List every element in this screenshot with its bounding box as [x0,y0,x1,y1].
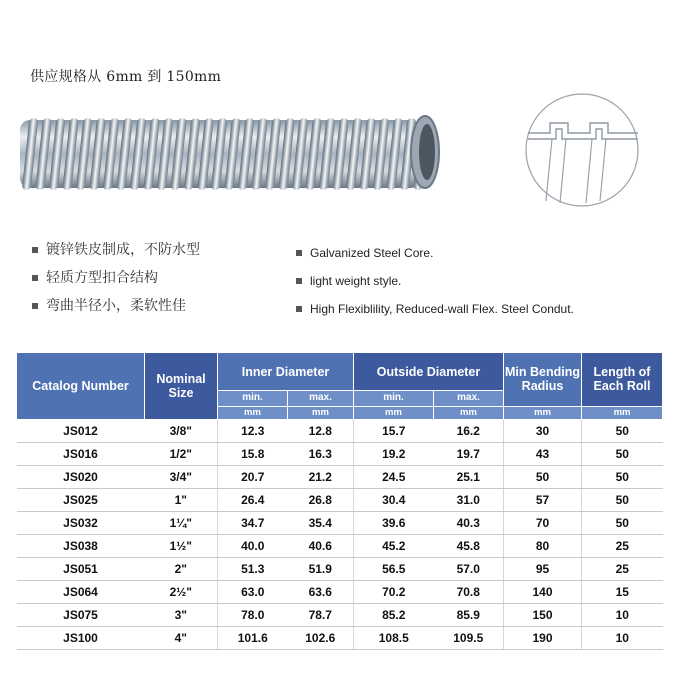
table-cell: 50 [582,512,663,535]
table-cell: 57.0 [434,558,504,581]
table-cell: 4" [145,627,218,650]
table-cell: 25 [582,535,663,558]
header-inner-max: max. [288,391,354,406]
table-cell: 25.1 [434,466,504,489]
features-english-list [296,239,574,323]
unit-label: mm [504,406,582,419]
table-cell: 12.3 [218,420,288,443]
table-cell: 51.3 [218,558,288,581]
list-item: High Flexiblility, Reduced-wall Flex. Steel Condut. [296,295,574,323]
table-cell: JS016 [17,443,145,466]
table-cell: 21.2 [288,466,354,489]
table-cell: 1/2" [145,443,218,466]
specification-table [16,352,663,650]
table-cell: 101.6 [218,627,288,650]
features-chinese-list [32,236,200,320]
table-cell: 15 [582,581,663,604]
table-cell: JS020 [17,466,145,489]
bullet-icon [32,303,38,309]
table-cell: 40.0 [218,535,288,558]
table-cell: 50 [582,443,663,466]
table-cell: 10 [582,604,663,627]
table-cell: 34.7 [218,512,288,535]
bullet-icon [296,250,302,256]
table-cell: 80 [504,535,582,558]
table-cell: 3" [145,604,218,627]
bullet-icon [32,275,38,281]
table-cell: 85.9 [434,604,504,627]
header-outside-max: max. [434,391,504,406]
bullet-icon [296,306,302,312]
list-item: light weight style. [296,267,574,295]
table-cell: 25 [582,558,663,581]
table-cell: 50 [582,466,663,489]
table-cell: 12.8 [288,420,354,443]
header-min-bending-radius: Min Bending Radius [504,353,582,407]
header-inner-diameter: Inner Diameter [218,353,354,391]
table-cell: 1½" [145,535,218,558]
table-cell: 3/8" [145,420,218,443]
table-cell: 1" [145,489,218,512]
list-item: 弯曲半径小，柔软性佳 [32,292,200,320]
header-outside-min: min. [354,391,434,406]
table-cell: 1¼" [145,512,218,535]
table-row [17,466,663,489]
table-cell: 16.3 [288,443,354,466]
table-cell: 190 [504,627,582,650]
table-cell: 95 [504,558,582,581]
table-row [17,581,663,604]
specification-table-body [17,420,663,650]
table-cell: 30.4 [354,489,434,512]
table-cell: 40.6 [288,535,354,558]
table-cell: 26.8 [288,489,354,512]
table-row [17,443,663,466]
table-row [17,535,663,558]
bullet-icon [32,247,38,253]
table-cell: 2½" [145,581,218,604]
table-cell: 78.0 [218,604,288,627]
table-cell: 50 [582,420,663,443]
table-cell: 70.2 [354,581,434,604]
table-cell: 50 [582,489,663,512]
list-item: 轻质方型扣合结构 [32,264,200,292]
table-cell: 50 [504,466,582,489]
table-cell: 35.4 [288,512,354,535]
header-inner-min: min. [218,391,288,406]
table-cell: 102.6 [288,627,354,650]
list-item: Galvanized Steel Core. [296,239,574,267]
table-row [17,627,663,650]
profile-cross-section-diagram [520,93,645,208]
table-cell: 85.2 [354,604,434,627]
unit-label: mm [582,406,663,419]
header-nominal-size: Nominal Size [145,353,218,420]
table-cell: 43 [504,443,582,466]
table-cell: 70.8 [434,581,504,604]
table-cell: 108.5 [354,627,434,650]
unit-label: mm [288,406,354,419]
table-cell: 57 [504,489,582,512]
supply-range-title: 供应规格从 6mm 到 150mm [30,69,222,85]
bullet-icon [296,278,302,284]
table-cell: JS100 [17,627,145,650]
table-row [17,489,663,512]
table-cell: 63.6 [288,581,354,604]
table-cell: 40.3 [434,512,504,535]
table-cell: 26.4 [218,489,288,512]
table-cell: JS051 [17,558,145,581]
list-item: 镀锌铁皮制成，不防水型 [32,236,200,264]
header-outside-diameter: Outside Diameter [354,353,504,391]
table-cell: JS038 [17,535,145,558]
table-cell: 63.0 [218,581,288,604]
table-cell: 109.5 [434,627,504,650]
table-cell: 56.5 [354,558,434,581]
header-length-each-roll: Length of Each Roll [582,353,663,407]
table-cell: 20.7 [218,466,288,489]
table-cell: JS025 [17,489,145,512]
table-cell: 2" [145,558,218,581]
table-cell: JS012 [17,420,145,443]
table-cell: 15.8 [218,443,288,466]
table-cell: 45.2 [354,535,434,558]
unit-label: mm [218,406,288,419]
table-cell: 51.9 [288,558,354,581]
table-cell: 19.2 [354,443,434,466]
steel-hose-image [20,112,440,194]
table-cell: 140 [504,581,582,604]
table-cell: JS032 [17,512,145,535]
table-cell: 10 [582,627,663,650]
table-cell: 39.6 [354,512,434,535]
table-cell: 16.2 [434,420,504,443]
table-cell: 3/4" [145,466,218,489]
table-cell: 31.0 [434,489,504,512]
table-cell: 70 [504,512,582,535]
unit-label: mm [354,406,434,419]
table-cell: 24.5 [354,466,434,489]
unit-label: mm [434,406,504,419]
table-row [17,604,663,627]
table-row [17,420,663,443]
table-row [17,558,663,581]
table-cell: 78.7 [288,604,354,627]
table-cell: 30 [504,420,582,443]
table-cell: 45.8 [434,535,504,558]
table-cell: 19.7 [434,443,504,466]
table-cell: JS075 [17,604,145,627]
table-cell: 15.7 [354,420,434,443]
header-catalog-number: Catalog Number [17,353,145,420]
table-cell: 150 [504,604,582,627]
table-row [17,512,663,535]
table-cell: JS064 [17,581,145,604]
